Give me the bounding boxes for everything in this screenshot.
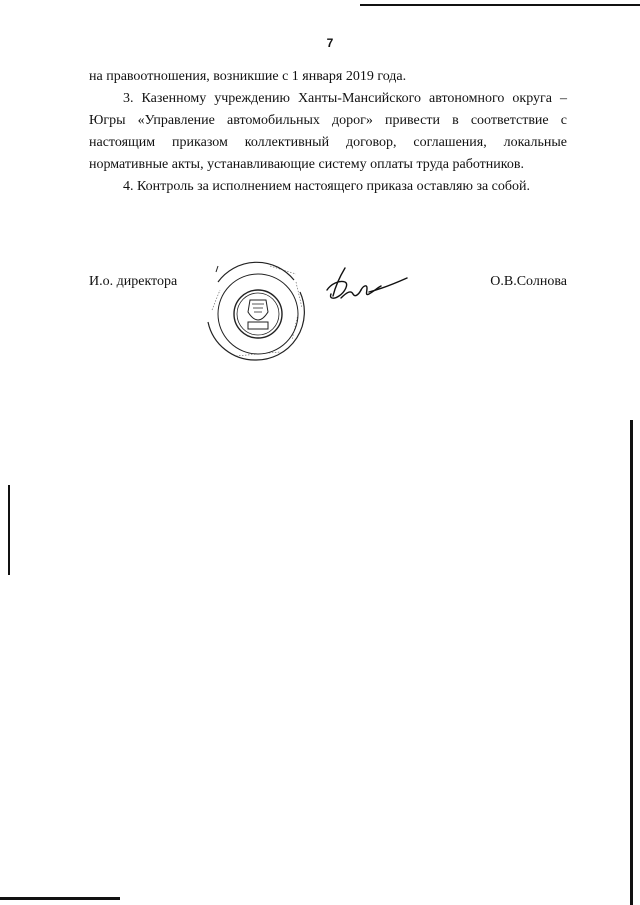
paragraph-item-4: 4. Контроль за исполнением настоящего приказа оставляю за собой.: [123, 179, 531, 194]
scan-edge-line-top: [360, 4, 640, 6]
official-round-seal-icon: [196, 252, 316, 372]
scan-edge-line-left: [8, 485, 10, 575]
scan-edge-line-right: [630, 420, 633, 905]
signatory-name: О.В.Солнова: [490, 274, 567, 289]
paragraph-item-3: 3. Казенному учреждению Ханты-Мансийского автономного округа – Югры «Управление автомобильных дорог» привести в соответствие с настоящим приказом коллективный договор, соглашения, локальные нормативные акты, устанавливающие систему оплаты труда работников.: [89, 91, 567, 172]
signatory-title: И.о. директора: [89, 274, 178, 289]
paragraph-continuation: на правоотношения, возникшие с 1 января 2019 года.: [89, 69, 407, 84]
scan-edge-line-bottom: [0, 897, 120, 900]
document-body: [89, 66, 567, 198]
handwritten-signature-icon: [315, 262, 410, 310]
page-number: 7: [326, 36, 334, 50]
